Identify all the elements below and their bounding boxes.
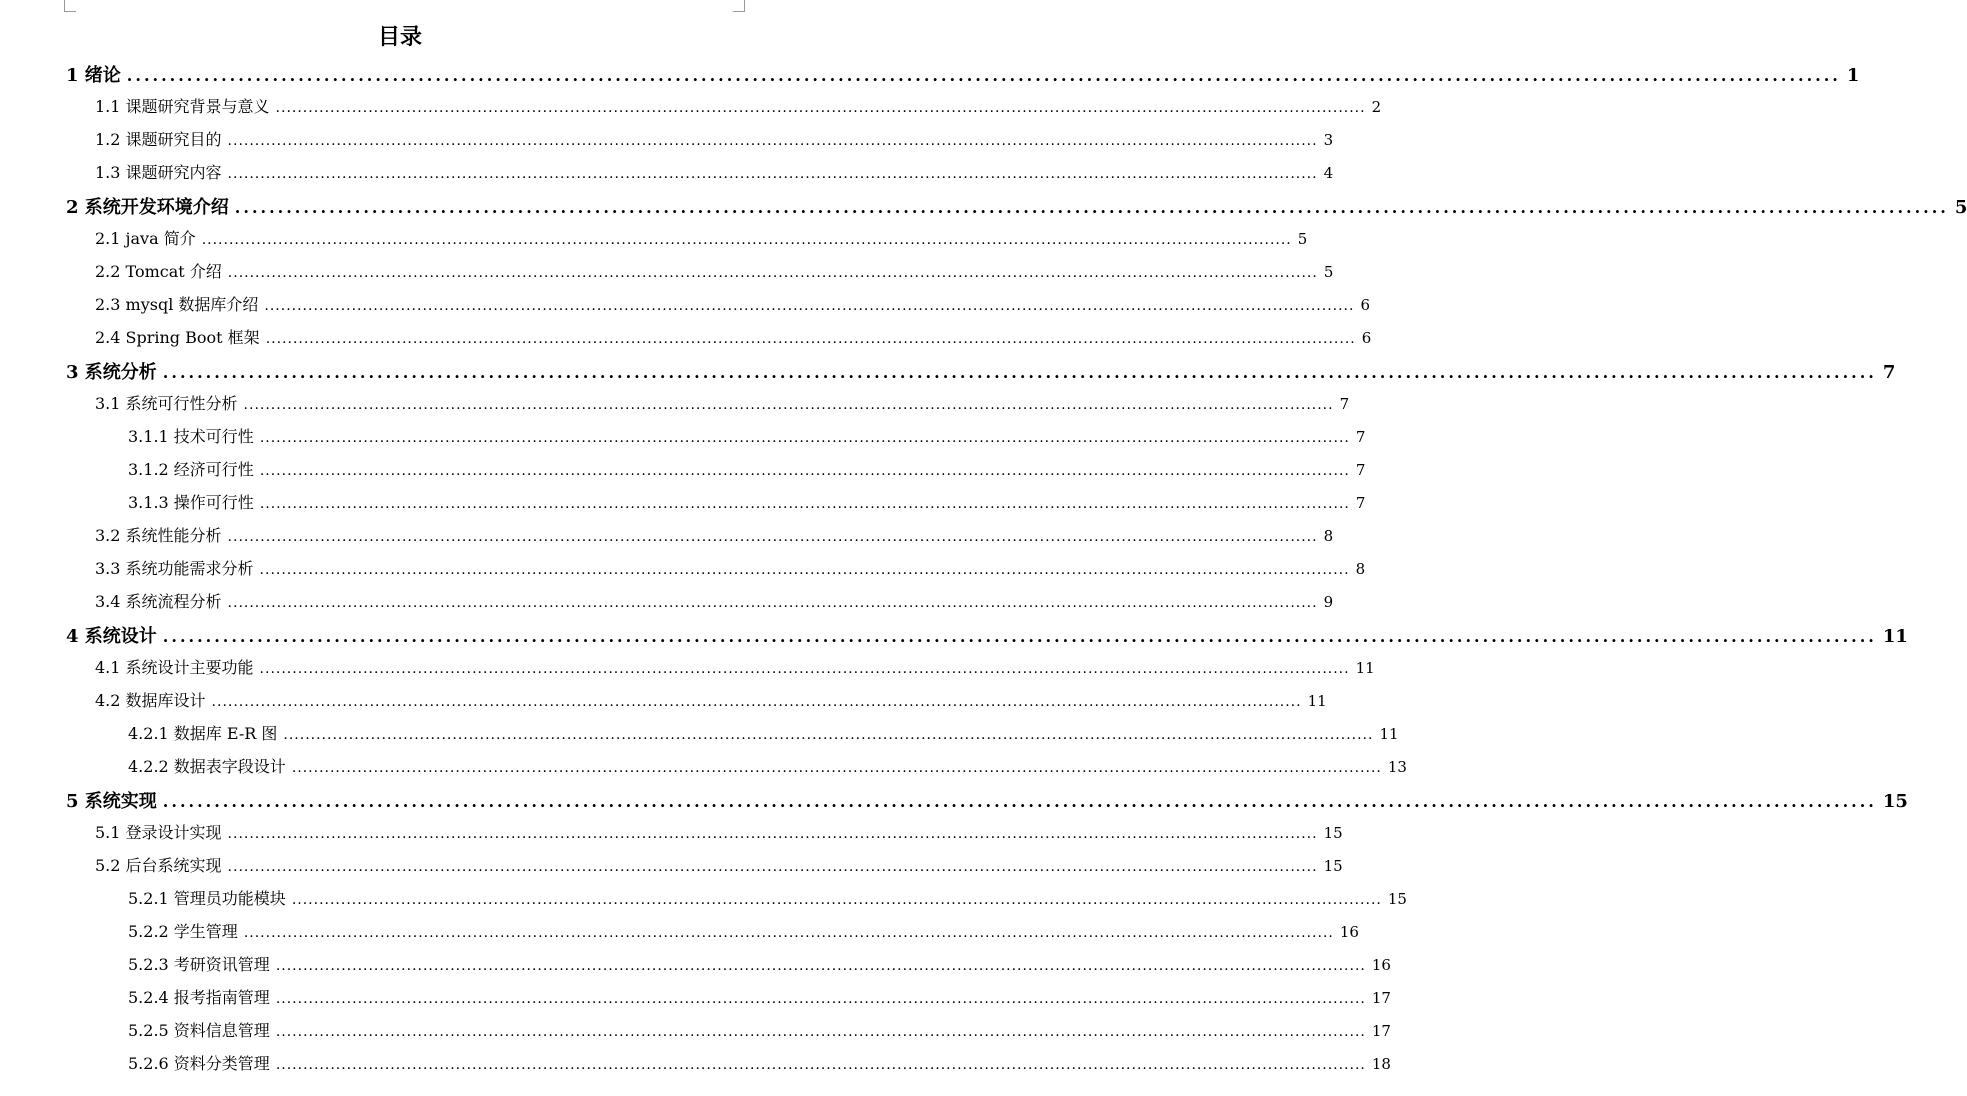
toc-entry[interactable] bbox=[128, 1051, 1391, 1084]
toc-dot-leader: ........................................................................................................................................................................................................ bbox=[162, 627, 1877, 646]
toc-entry-text: 1.2 课题研究目的 bbox=[95, 130, 222, 149]
toc-entry[interactable] bbox=[128, 424, 1366, 457]
toc-entry-page: 5 bbox=[1297, 230, 1308, 248]
toc-entry-page: 11 bbox=[1355, 659, 1375, 677]
toc-entry-page: 8 bbox=[1323, 527, 1334, 545]
toc-entry[interactable] bbox=[128, 1018, 1391, 1051]
toc-entry[interactable] bbox=[95, 226, 1308, 259]
toc-dot-leader: ........................................................................................................................................................................................................ bbox=[275, 958, 1366, 974]
toc-entry-page: 15 bbox=[1323, 857, 1343, 875]
toc-entry-text: 4 系统设计 bbox=[66, 626, 157, 647]
toc-dot-leader: ........................................................................................................................................................................................................ bbox=[275, 1057, 1366, 1073]
toc-dot-leader: ........................................................................................................................................................................................................ bbox=[227, 859, 1318, 875]
toc-entry-text: 5.2.1 管理员功能模块 bbox=[128, 889, 286, 908]
toc-entry-text: 5.2.4 报考指南管理 bbox=[128, 988, 270, 1007]
toc-entry[interactable] bbox=[95, 688, 1327, 721]
toc-dot-leader: ........................................................................................................................................................................................................ bbox=[291, 892, 1382, 908]
toc-entry-page: 8 bbox=[1355, 560, 1366, 578]
toc-entry-text: 3.2 系统性能分析 bbox=[95, 526, 222, 545]
toc-entry-text: 5.2.6 资料分类管理 bbox=[128, 1054, 270, 1073]
toc-entry[interactable] bbox=[95, 523, 1334, 556]
toc-entry-text: 4.2.2 数据表字段设计 bbox=[128, 757, 286, 776]
toc-entry-text: 4.2 数据库设计 bbox=[95, 691, 206, 710]
toc-entry[interactable] bbox=[128, 490, 1366, 523]
toc-entry[interactable] bbox=[128, 952, 1391, 985]
toc-entry-page: 17 bbox=[1371, 1022, 1391, 1040]
toc-dot-leader: ........................................................................................................................................................................................................ bbox=[243, 925, 1334, 941]
toc-dot-leader: ........................................................................................................................................................................................................ bbox=[227, 166, 1318, 182]
toc-entry-text: 5.2 后台系统实现 bbox=[95, 856, 222, 875]
toc-entry[interactable] bbox=[128, 721, 1399, 754]
toc-entry-page: 7 bbox=[1882, 362, 1896, 383]
toc-entry-text: 4.2.1 数据库 E-R 图 bbox=[128, 724, 278, 743]
toc-entry-page: 13 bbox=[1387, 758, 1407, 776]
toc-entry[interactable] bbox=[66, 358, 1896, 391]
toc-entry[interactable] bbox=[66, 193, 1967, 226]
toc-dot-leader: ........................................................................................................................................................................................................ bbox=[234, 198, 1949, 217]
toc-entry-text: 1.1 课题研究背景与意义 bbox=[95, 97, 270, 116]
toc-entry[interactable] bbox=[128, 919, 1359, 952]
toc-dot-leader: ........................................................................................................................................................................................................ bbox=[162, 792, 1877, 811]
toc-entry[interactable] bbox=[128, 457, 1366, 490]
toc-entry[interactable] bbox=[128, 886, 1407, 919]
toc-dot-leader: ........................................................................................................................................................................................................ bbox=[275, 991, 1366, 1007]
toc-entry-page: 11 bbox=[1307, 692, 1327, 710]
toc-entry-page: 7 bbox=[1355, 428, 1366, 446]
toc-entry-page: 3 bbox=[1323, 131, 1334, 149]
toc-entry-page: 17 bbox=[1371, 989, 1391, 1007]
toc-dot-leader: ........................................................................................................................................................................................................ bbox=[259, 496, 1350, 512]
toc-entry-page: 16 bbox=[1371, 956, 1391, 974]
toc-dot-leader: ........................................................................................................................................................................................................ bbox=[283, 727, 1374, 743]
toc-dot-leader: ........................................................................................................................................................................................................ bbox=[275, 100, 1366, 116]
toc-dot-leader: ........................................................................................................................................................................................................ bbox=[264, 298, 1355, 314]
toc-entry-text: 1 绪论 bbox=[66, 65, 121, 86]
toc-entry[interactable] bbox=[95, 325, 1372, 358]
toc-entry[interactable] bbox=[95, 391, 1350, 424]
toc-dot-leader: ........................................................................................................................................................................................................ bbox=[259, 430, 1350, 446]
toc-dot-leader: ........................................................................................................................................................................................................ bbox=[227, 595, 1318, 611]
toc-dot-leader: ........................................................................................................................................................................................................ bbox=[243, 397, 1334, 413]
toc-entry[interactable] bbox=[95, 292, 1370, 325]
toc-entry-text: 5.1 登录设计实现 bbox=[95, 823, 222, 842]
toc-dot-leader: ........................................................................................................................................................................................................ bbox=[259, 562, 1350, 578]
toc-entry-text: 1.3 课题研究内容 bbox=[95, 163, 222, 182]
toc-entry[interactable] bbox=[95, 589, 1334, 622]
toc-dot-leader: ........................................................................................................................................................................................................ bbox=[259, 661, 1350, 677]
toc-entry-text: 2.1 java 简介 bbox=[95, 229, 196, 248]
toc-entry[interactable] bbox=[66, 622, 1908, 655]
toc-dot-leader: ........................................................................................................................................................................................................ bbox=[227, 265, 1318, 281]
toc-entry-text: 3.1.2 经济可行性 bbox=[128, 460, 254, 479]
toc-dot-leader: ........................................................................................................................................................................................................ bbox=[275, 1024, 1366, 1040]
toc-entry-text: 4.1 系统设计主要功能 bbox=[95, 658, 254, 677]
toc-entry-text: 5.2.2 学生管理 bbox=[128, 922, 238, 941]
toc-entry-text: 5 系统实现 bbox=[66, 791, 157, 812]
toc-entry-text: 2.3 mysql 数据库介绍 bbox=[95, 295, 259, 314]
toc-dot-leader: ........................................................................................................................................................................................................ bbox=[227, 133, 1318, 149]
toc-dot-leader: ........................................................................................................................................................................................................ bbox=[211, 694, 1302, 710]
toc-entry[interactable] bbox=[95, 556, 1366, 589]
toc-entry-page: 11 bbox=[1379, 725, 1399, 743]
toc-entry-page: 18 bbox=[1371, 1055, 1391, 1073]
toc-entry-page: 16 bbox=[1339, 923, 1359, 941]
toc-entry-page: 15 bbox=[1882, 791, 1908, 812]
toc-entry-page: 7 bbox=[1355, 461, 1366, 479]
toc-entry-page: 7 bbox=[1355, 494, 1366, 512]
toc-entry-text: 2.2 Tomcat 介绍 bbox=[95, 262, 222, 281]
toc-entry[interactable] bbox=[95, 655, 1375, 688]
toc-entry-text: 3.3 系统功能需求分析 bbox=[95, 559, 254, 578]
toc-entry-text: 3.1.3 操作可行性 bbox=[128, 493, 254, 512]
toc-dot-leader: ........................................................................................................................................................................................................ bbox=[227, 529, 1318, 545]
toc-entry-page: 5 bbox=[1954, 197, 1967, 218]
toc-entry-page: 7 bbox=[1339, 395, 1350, 413]
toc-dot-leader: ........................................................................................................................................................................................................ bbox=[265, 331, 1356, 347]
toc-entry-page: 15 bbox=[1387, 890, 1407, 908]
toc-entry-text: 2 系统开发环境介绍 bbox=[66, 197, 229, 218]
crop-mark-right-horizontal bbox=[733, 11, 745, 12]
toc-dot-leader: ........................................................................................................................................................................................................ bbox=[162, 363, 1877, 382]
toc-dot-leader: ........................................................................................................................................................................................................ bbox=[291, 760, 1382, 776]
toc-entry-page: 11 bbox=[1882, 626, 1908, 647]
toc-dot-leader: ........................................................................................................................................................................................................ bbox=[259, 463, 1350, 479]
toc-entry-text: 5.2.3 考研资讯管理 bbox=[128, 955, 270, 974]
toc-entry-page: 9 bbox=[1323, 593, 1334, 611]
toc-entry-page: 15 bbox=[1323, 824, 1343, 842]
toc-entry-text: 3.4 系统流程分析 bbox=[95, 592, 222, 611]
toc-entry-text: 3 系统分析 bbox=[66, 362, 157, 383]
toc-entry-page: 4 bbox=[1323, 164, 1334, 182]
toc-entry-text: 5.2.5 资料信息管理 bbox=[128, 1021, 270, 1040]
toc-entry[interactable] bbox=[95, 160, 1334, 193]
toc-entry-page: 1 bbox=[1846, 65, 1860, 86]
toc-entry[interactable] bbox=[95, 259, 1334, 292]
toc-entry[interactable] bbox=[95, 820, 1343, 853]
toc-title: 目录 bbox=[377, 24, 422, 50]
toc-entry-text: 2.4 Spring Boot 框架 bbox=[95, 328, 260, 347]
toc-entry[interactable] bbox=[66, 787, 1908, 820]
toc-entry[interactable] bbox=[128, 754, 1407, 787]
crop-mark-left-horizontal bbox=[64, 11, 76, 12]
toc-entry-page: 5 bbox=[1323, 263, 1334, 281]
toc-entry-text: 3.1.1 技术可行性 bbox=[128, 427, 254, 446]
toc-dot-leader: ........................................................................................................................................................................................................ bbox=[227, 826, 1318, 842]
toc-entry[interactable] bbox=[95, 94, 1382, 127]
toc-dot-leader: ........................................................................................................................................................................................................ bbox=[126, 66, 1841, 85]
toc-entry[interactable] bbox=[95, 127, 1334, 160]
toc-entry-page: 6 bbox=[1361, 329, 1372, 347]
toc-entry[interactable] bbox=[66, 61, 1860, 94]
toc-entry[interactable] bbox=[128, 985, 1391, 1018]
toc-dot-leader: ........................................................................................................................................................................................................ bbox=[201, 232, 1292, 248]
toc-entry-page: 6 bbox=[1360, 296, 1370, 314]
toc-entry-text: 3.1 系统可行性分析 bbox=[95, 394, 238, 413]
toc-entry-page: 2 bbox=[1371, 98, 1382, 116]
toc-entry[interactable] bbox=[95, 853, 1343, 886]
